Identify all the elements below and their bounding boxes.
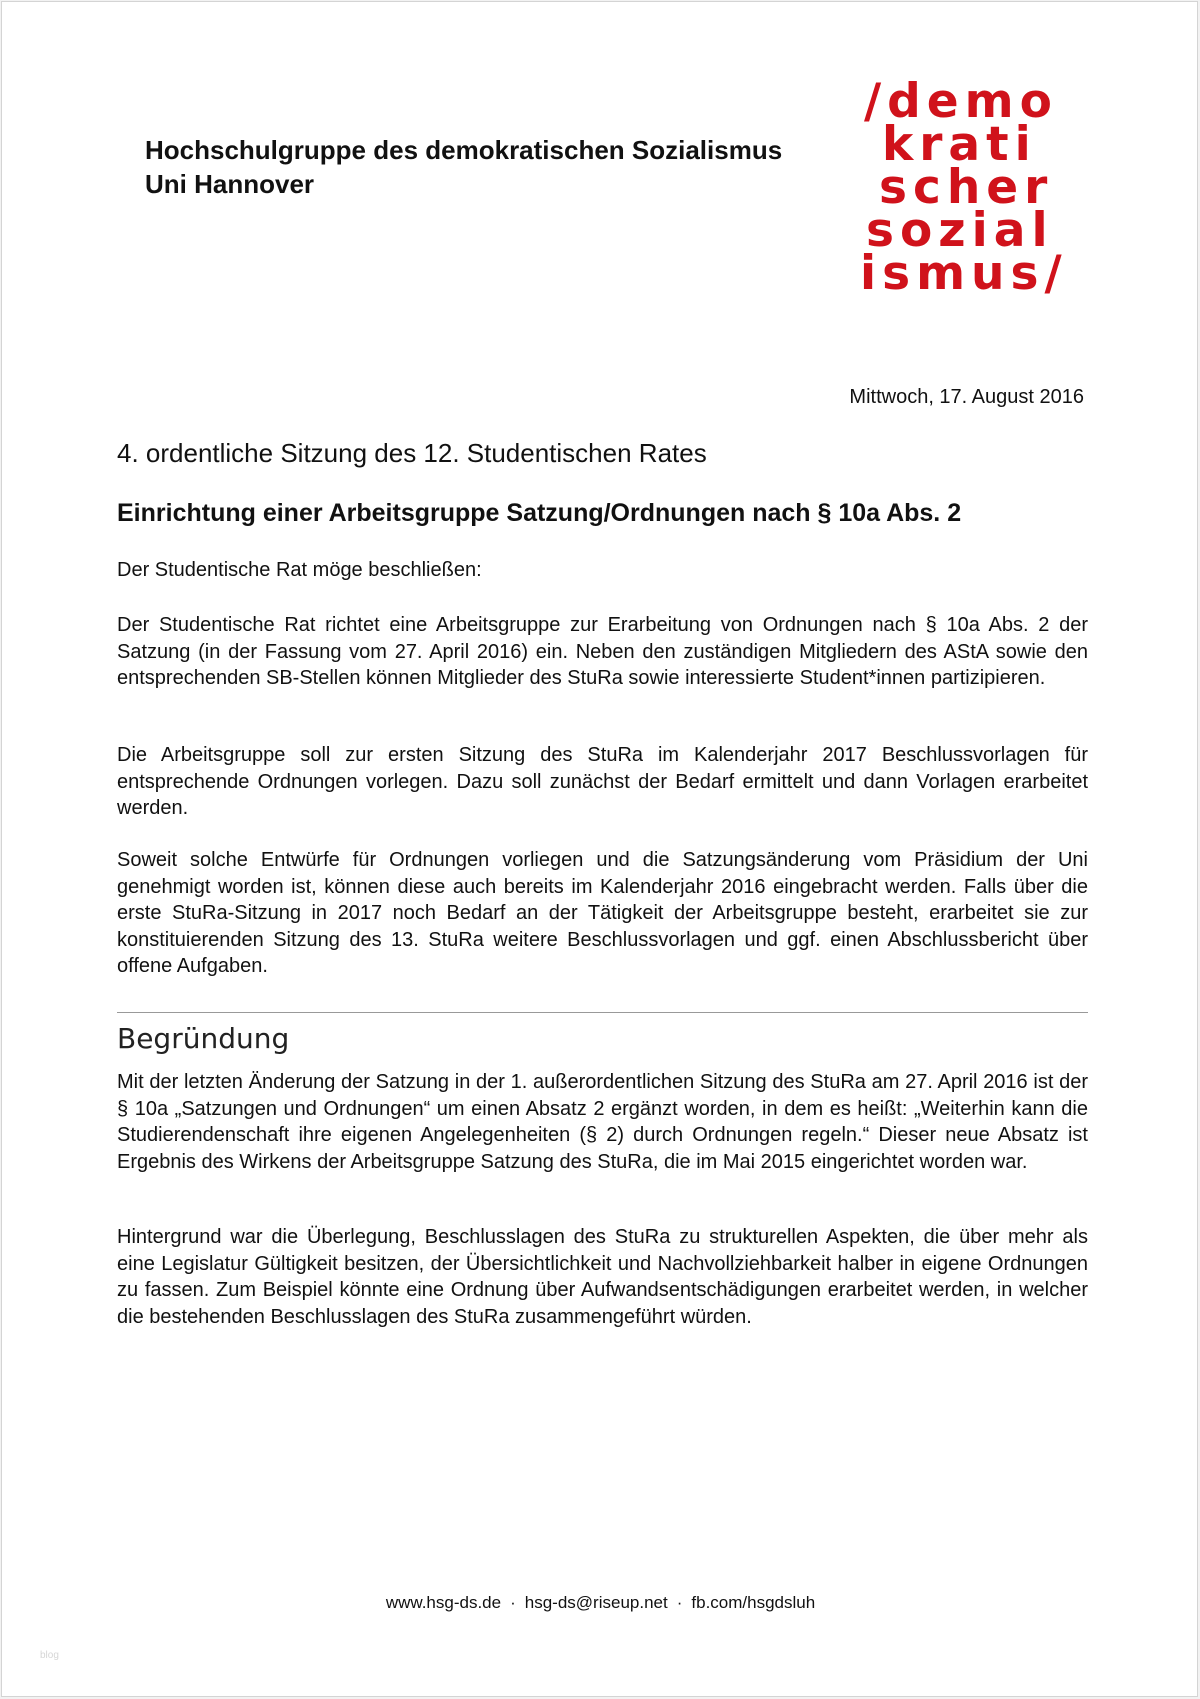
reason-heading: Begründung (117, 1022, 290, 1055)
organization-name (145, 133, 782, 201)
motion-intro: Der Studentische Rat möge beschließen: (117, 559, 482, 581)
session-title: 4. ordentliche Sitzung des 12. Studentischen Rates (117, 438, 707, 468)
logo-line: sozial (866, 203, 1054, 258)
motion-paragraph: Der Studentische Rat richtet eine Arbeitsgruppe zur Erarbeitung von Ordnungen nach § 10a Abs. 2 der Satzung (in der Fassung vom 27. April 2016) ein. Neben den zuständigen Mitgliedern des AStA sowie den entsprechenden SB-Stellen können Mitglieder des StuRa sowie interessierte Student*innen partizipieren. (117, 614, 1088, 689)
motion-paragraph: Die Arbeitsgruppe soll zur ersten Sitzung des StuRa im Kalenderjahr 2017 Beschlussvorlagen für entsprechende Ordnungen vorlegen. Dazu soll zunächst der Bedarf ermittelt und dann Vorlagen erarbeitet werden. (117, 744, 1088, 819)
logo-line: scher (879, 160, 1054, 215)
logo (852, 74, 1082, 301)
footer-website-link[interactable]: www.hsg-ds.de (385, 1593, 502, 1612)
reason-paragraph: Hintergrund war die Überlegung, Beschlusslagen des StuRa zu strukturellen Aspekten, die über mehr als eine Legislatur Gültigkeit besitzen, der Übersichtlichkeit und Nachvollziehbarkeit halber in eigene Ordnungen zu fassen. Zum Beispiel könnte eine Ordnung über Aufwandsentschädigungen erarbeitet werden, in welcher die bestehenden Beschlusslagen des StuRa zusammengeführt würden. (117, 1226, 1088, 1328)
motion-paragraph: Soweit solche Entwürfe für Ordnungen vorliegen und die Satzungsänderung vom Präsidium der Uni genehmigt worden ist, können diese auch bereits im Kalenderjahr 2016 eingebracht werden. Falls über die erste StuRa-Sitzung in 2017 noch Bedarf an der Tätigkeit der Arbeitsgruppe besteht, erarbeitet sie zur konstituierenden Sitzung des 13. StuRa weitere Beschlussvorlagen und ggf. einen Abschlussbericht über offene Aufgaben. (117, 849, 1088, 977)
reason-paragraph: Mit der letzten Änderung der Satzung in der 1. außerordentlichen Sitzung des StuRa am 27. April 2016 ist der § 10a „Satzungen und Ordnungen“ um einen Absatz 2 ergänzt worden, in dem es heißt: „Weiterhin kann die Studierendenschaft ihre eigenen Angelegenheiten (§ 2) durch Ordnungen regeln.“ Dieser neue Absatz ist Ergebnis des Wirkens der Arbeitsgruppe Satzung des StuRa, die im Mai 2015 eingerichtet worden war. (117, 1071, 1088, 1173)
organization-name-line1: Hochschulgruppe des demokratischen Sozialismus (145, 135, 783, 165)
document-date: Mittwoch, 17. August 2016 (849, 386, 1084, 408)
footer-separator: · (676, 1593, 683, 1612)
motion-title: Einrichtung einer Arbeitsgruppe Satzung/Ordnungen nach § 10a Abs. 2 (117, 499, 962, 527)
document-page (1, 1, 1198, 1697)
logo-line: krati (882, 117, 1037, 172)
footer (2, 1592, 1199, 1614)
logo-line: /demo (864, 74, 1058, 129)
footer-facebook-link[interactable]: fb.com/hsgdsluh (691, 1593, 816, 1612)
footer-email-link[interactable]: hsg-ds@riseup.net (524, 1593, 668, 1612)
section-divider (117, 1012, 1088, 1013)
footer-separator: · (510, 1593, 516, 1612)
organization-name-line2: Uni Hannover (145, 169, 315, 199)
logo-line: ismus/ (860, 246, 1068, 301)
watermark: blog (40, 1650, 59, 1661)
